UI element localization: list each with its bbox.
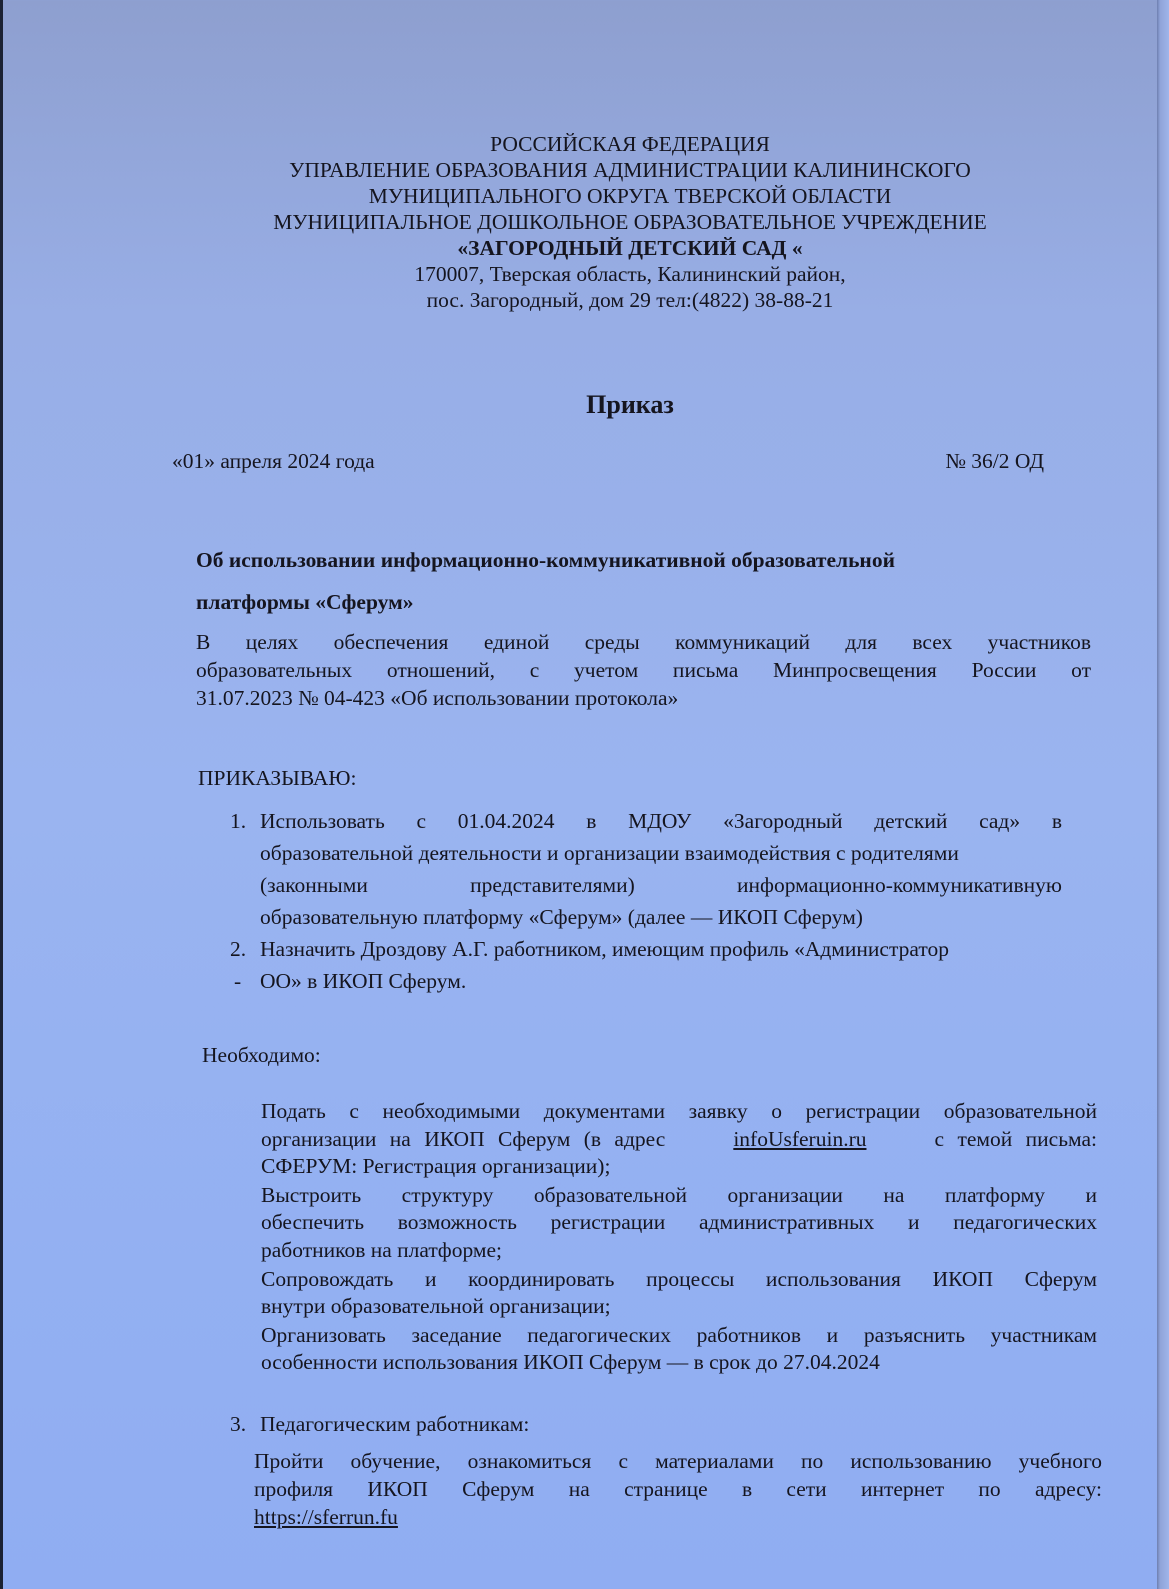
header-org-name: «ЗАГОРОДНЫЙ ДЕТСКИЙ САД «	[457, 236, 803, 260]
task-1-text-after-link: с темой письма:	[934, 1127, 1097, 1151]
task-1-line-2	[261, 1126, 1097, 1152]
item-3-marker: 3.	[230, 1412, 247, 1436]
task-4-line-1: Организовать заседание педагогических работников и разъяснить участникам	[261, 1323, 1097, 1347]
item-2-line-2: ОО» в ИКОП Сферум.	[260, 969, 467, 993]
document-date: «01» апреля 2024 года	[172, 449, 375, 473]
item-1-line-2: образовательной деятельности и организации взаимодействия с родителями	[260, 841, 959, 865]
task-4-line-2: особенности использования ИКОП Сферум — в срок до 27.04.2024	[261, 1350, 880, 1374]
task-2-line-2: обеспечить возможность регистрации административных и педагогических	[261, 1210, 1097, 1234]
registration-email-link[interactable]: infoUsferuin.ru	[733, 1127, 867, 1151]
item-3-line-2: профиля ИКОП Сферум на странице в сети интернет по адресу:	[254, 1477, 1102, 1501]
preamble-line-1: В целях обеспечения единой среды коммуникаций для всех участников	[196, 630, 1091, 654]
item-3-heading: Педагогическим работникам:	[260, 1412, 530, 1436]
header-address-2: пос. Загородный, дом 29 тел:(4822) 38-88-21	[426, 288, 834, 312]
subject-line-1: Об использовании информационно-коммуникативной образовательной	[196, 548, 895, 572]
item-2-dash-marker: -	[234, 969, 242, 993]
header-department: УПРАВЛЕНИЕ ОБРАЗОВАНИЯ АДМИНИСТРАЦИИ КАЛИНИНСКОГО	[289, 158, 971, 182]
item-2-marker: 2.	[230, 937, 247, 961]
header-institution-type: МУНИЦИПАЛЬНОЕ ДОШКОЛЬНОЕ ОБРАЗОВАТЕЛЬНОЕ УЧРЕЖДЕНИЕ	[273, 210, 987, 234]
document-number: № 36/2 ОД	[945, 449, 1044, 473]
subject-line-2: платформы «Сферум»	[196, 590, 414, 614]
task-2-line-1: Выстроить структуру образовательной организации на платформу и	[261, 1183, 1097, 1207]
item-3-line-1: Пройти обучение, ознакомиться с материалами по использованию учебного	[254, 1449, 1102, 1473]
task-1-text-before-link: организации на ИКОП Сферум (в адрес	[261, 1127, 666, 1151]
item-1-line-4: образовательную платформу «Сферум» (далее — ИКОП Сферум)	[260, 905, 863, 929]
order-heading: ПРИКАЗЫВАЮ:	[198, 766, 357, 790]
header-district: МУНИЦИПАЛЬНОГО ОКРУГА ТВЕРСКОЙ ОБЛАСТИ	[368, 184, 892, 208]
item-1-marker: 1.	[230, 809, 247, 833]
necessary-heading: Необходимо:	[202, 1043, 321, 1067]
item-1-line-1: Использовать с 01.04.2024 в МДОУ «Загородный детский сад» в	[260, 809, 1062, 833]
training-url-link[interactable]: https://sferrun.fu	[254, 1505, 398, 1529]
item-2-line-1: Назначить Дроздову А.Г. работником, имеющим профиль «Администратор	[260, 937, 949, 961]
task-3-line-2: внутри образовательной организации;	[261, 1294, 611, 1318]
preamble-line-2: образовательных отношений, с учетом письма Минпросвещения России от	[196, 658, 1091, 682]
header-country: РОССИЙСКАЯ ФЕДЕРАЦИЯ	[490, 132, 770, 156]
task-1-line-3: СФЕРУМ: Регистрация организации);	[261, 1154, 611, 1178]
task-2-line-3: работников на платформе;	[261, 1238, 503, 1262]
header-address-1: 170007, Тверская область, Калининский район,	[414, 262, 846, 286]
task-3-line-1: Сопровождать и координировать процессы использования ИКОП Сферум	[261, 1267, 1097, 1291]
preamble-line-3: 31.07.2023 № 04-423 «Об использовании протокола»	[196, 686, 679, 710]
item-1-line-3: (законными представителями) информационно-коммуникативную	[260, 873, 1062, 897]
document-title: Приказ	[586, 390, 674, 419]
task-1-line-1: Подать с необходимыми документами заявку о регистрации образовательной	[261, 1099, 1097, 1123]
